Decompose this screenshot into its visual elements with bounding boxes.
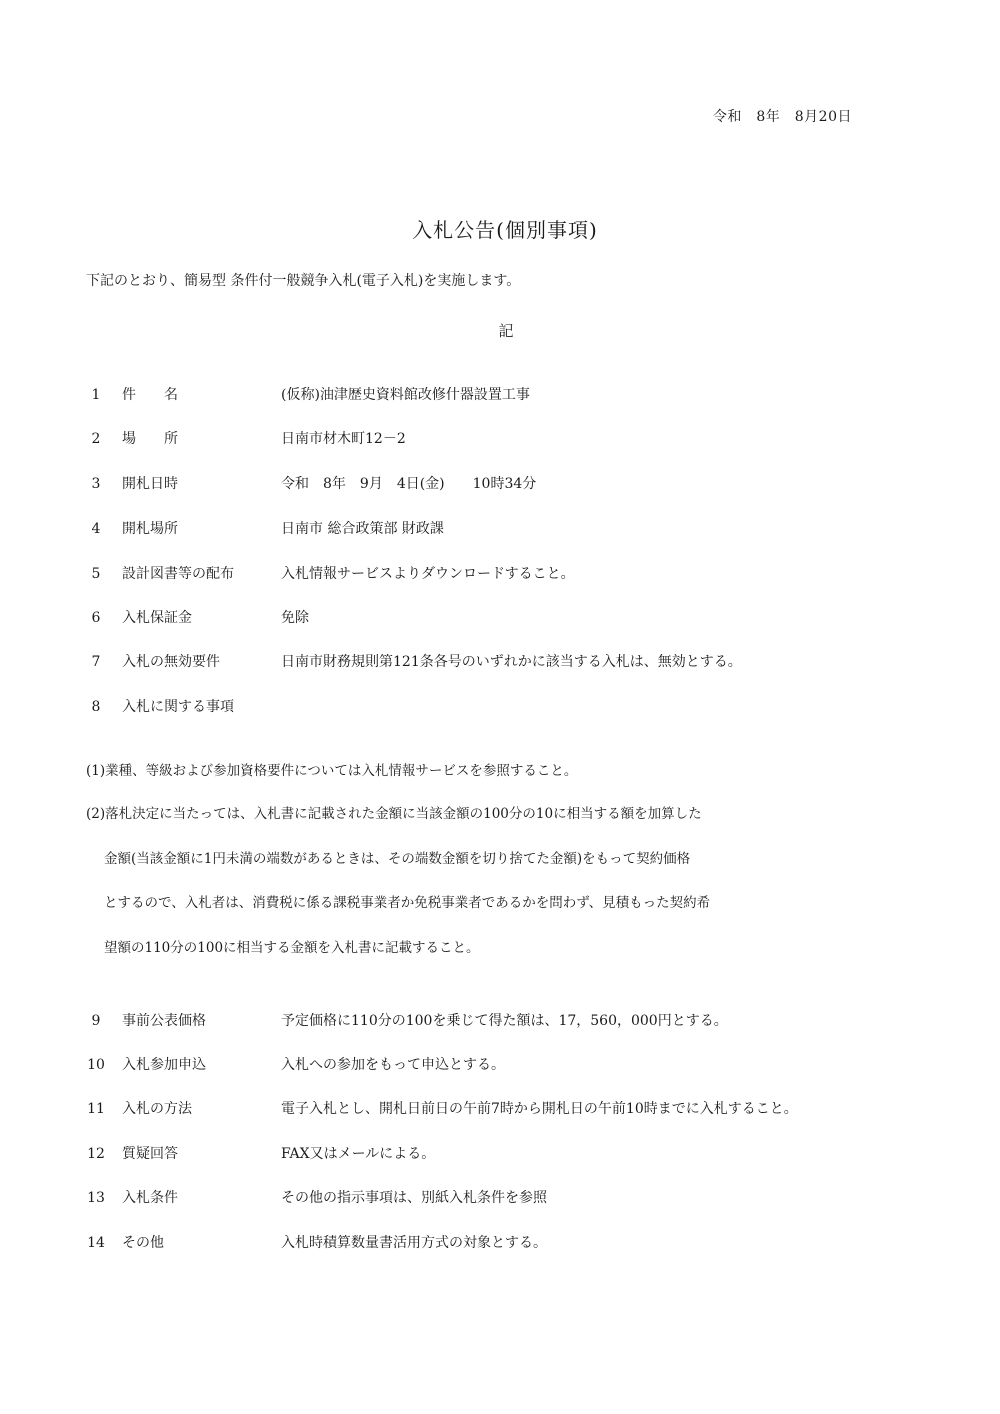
item-number: 6: [91, 610, 101, 626]
item-number: 13: [87, 1190, 105, 1206]
item-number: 7: [91, 654, 101, 670]
item-label: 設計図書等の配布: [122, 566, 234, 582]
item-label: 質疑回答: [122, 1146, 178, 1162]
item-number: 12: [87, 1146, 105, 1162]
item-number: 2: [91, 431, 101, 447]
document-title: 入札公告(個別事項): [412, 218, 598, 242]
note-line: (2)落札決定に当たっては、入札書に記載された金額に当該金額の100分の10に相当する額を加算した: [86, 806, 702, 822]
item-value: 電子入札とし、開札日前日の午前7時から開札日の午前10時までに入札すること。: [281, 1101, 798, 1117]
item-value: 入札時積算数量書活用方式の対象とする。: [281, 1235, 547, 1251]
note-line: 望額の110分の100に相当する金額を入札書に記載すること。: [104, 940, 480, 956]
intro-text: 下記のとおり、簡易型 条件付一般競争入札(電子入札)を実施します。: [86, 273, 521, 289]
item-value: 日南市 総合政策部 財政課: [281, 521, 444, 537]
item-label: 入札の方法: [122, 1101, 192, 1117]
note-line: 金額(当該金額に1円未満の端数があるときは、その端数金額を切り捨てた金額)をもって契約価格: [104, 851, 691, 867]
item-label: 開札日時: [122, 476, 178, 492]
item-label: 入札に関する事項: [122, 699, 234, 715]
item-number: 4: [91, 521, 101, 537]
note-line: (1)業種、等級および参加資格要件については入札情報サービスを参照すること。: [86, 763, 578, 779]
item-value: 免除: [281, 610, 309, 626]
item-label: 件 名: [122, 387, 178, 403]
item-value: 令和 8年 9月 4日(金) 10時34分: [281, 476, 537, 492]
item-number: 11: [87, 1101, 105, 1117]
item-label: 入札条件: [122, 1190, 178, 1206]
item-value: FAX又はメールによる。: [281, 1146, 436, 1162]
item-label: 入札参加申込: [122, 1057, 206, 1073]
item-value: 日南市材木町12－2: [281, 431, 406, 447]
item-label: 入札保証金: [122, 610, 192, 626]
item-label: 入札の無効要件: [122, 654, 220, 670]
item-value: 入札への参加をもって申込とする。: [281, 1057, 505, 1073]
item-label: 事前公表価格: [122, 1013, 206, 1029]
item-number: 5: [91, 566, 101, 582]
item-label: その他: [122, 1235, 164, 1251]
item-number: 1: [91, 387, 101, 403]
item-value: 日南市財務規則第121条各号のいずれかに該当する入札は、無効とする。: [281, 654, 742, 670]
item-number: 9: [91, 1013, 101, 1029]
item-value: 予定価格に110分の100を乗じて得た額は、17，560，000円とする。: [281, 1013, 728, 1029]
document-date: 令和 8年 8月20日: [712, 109, 852, 125]
item-value: 入札情報サービスよりダウンロードすること。: [281, 566, 575, 582]
item-label: 場 所: [122, 431, 178, 447]
item-number: 8: [91, 699, 101, 715]
item-value: (仮称)油津歴史資料館改修什器設置工事: [281, 387, 530, 403]
item-label: 開札場所: [122, 521, 178, 537]
item-number: 10: [87, 1057, 105, 1073]
note-line: とするので、入札者は、消費税に係る課税事業者か免税事業者であるかを問わず、見積もった契約希: [104, 895, 711, 911]
item-number: 14: [87, 1235, 105, 1251]
item-value: その他の指示事項は、別紙入札条件を参照: [281, 1190, 547, 1206]
item-number: 3: [91, 476, 101, 492]
ki-heading: 記: [498, 322, 514, 340]
